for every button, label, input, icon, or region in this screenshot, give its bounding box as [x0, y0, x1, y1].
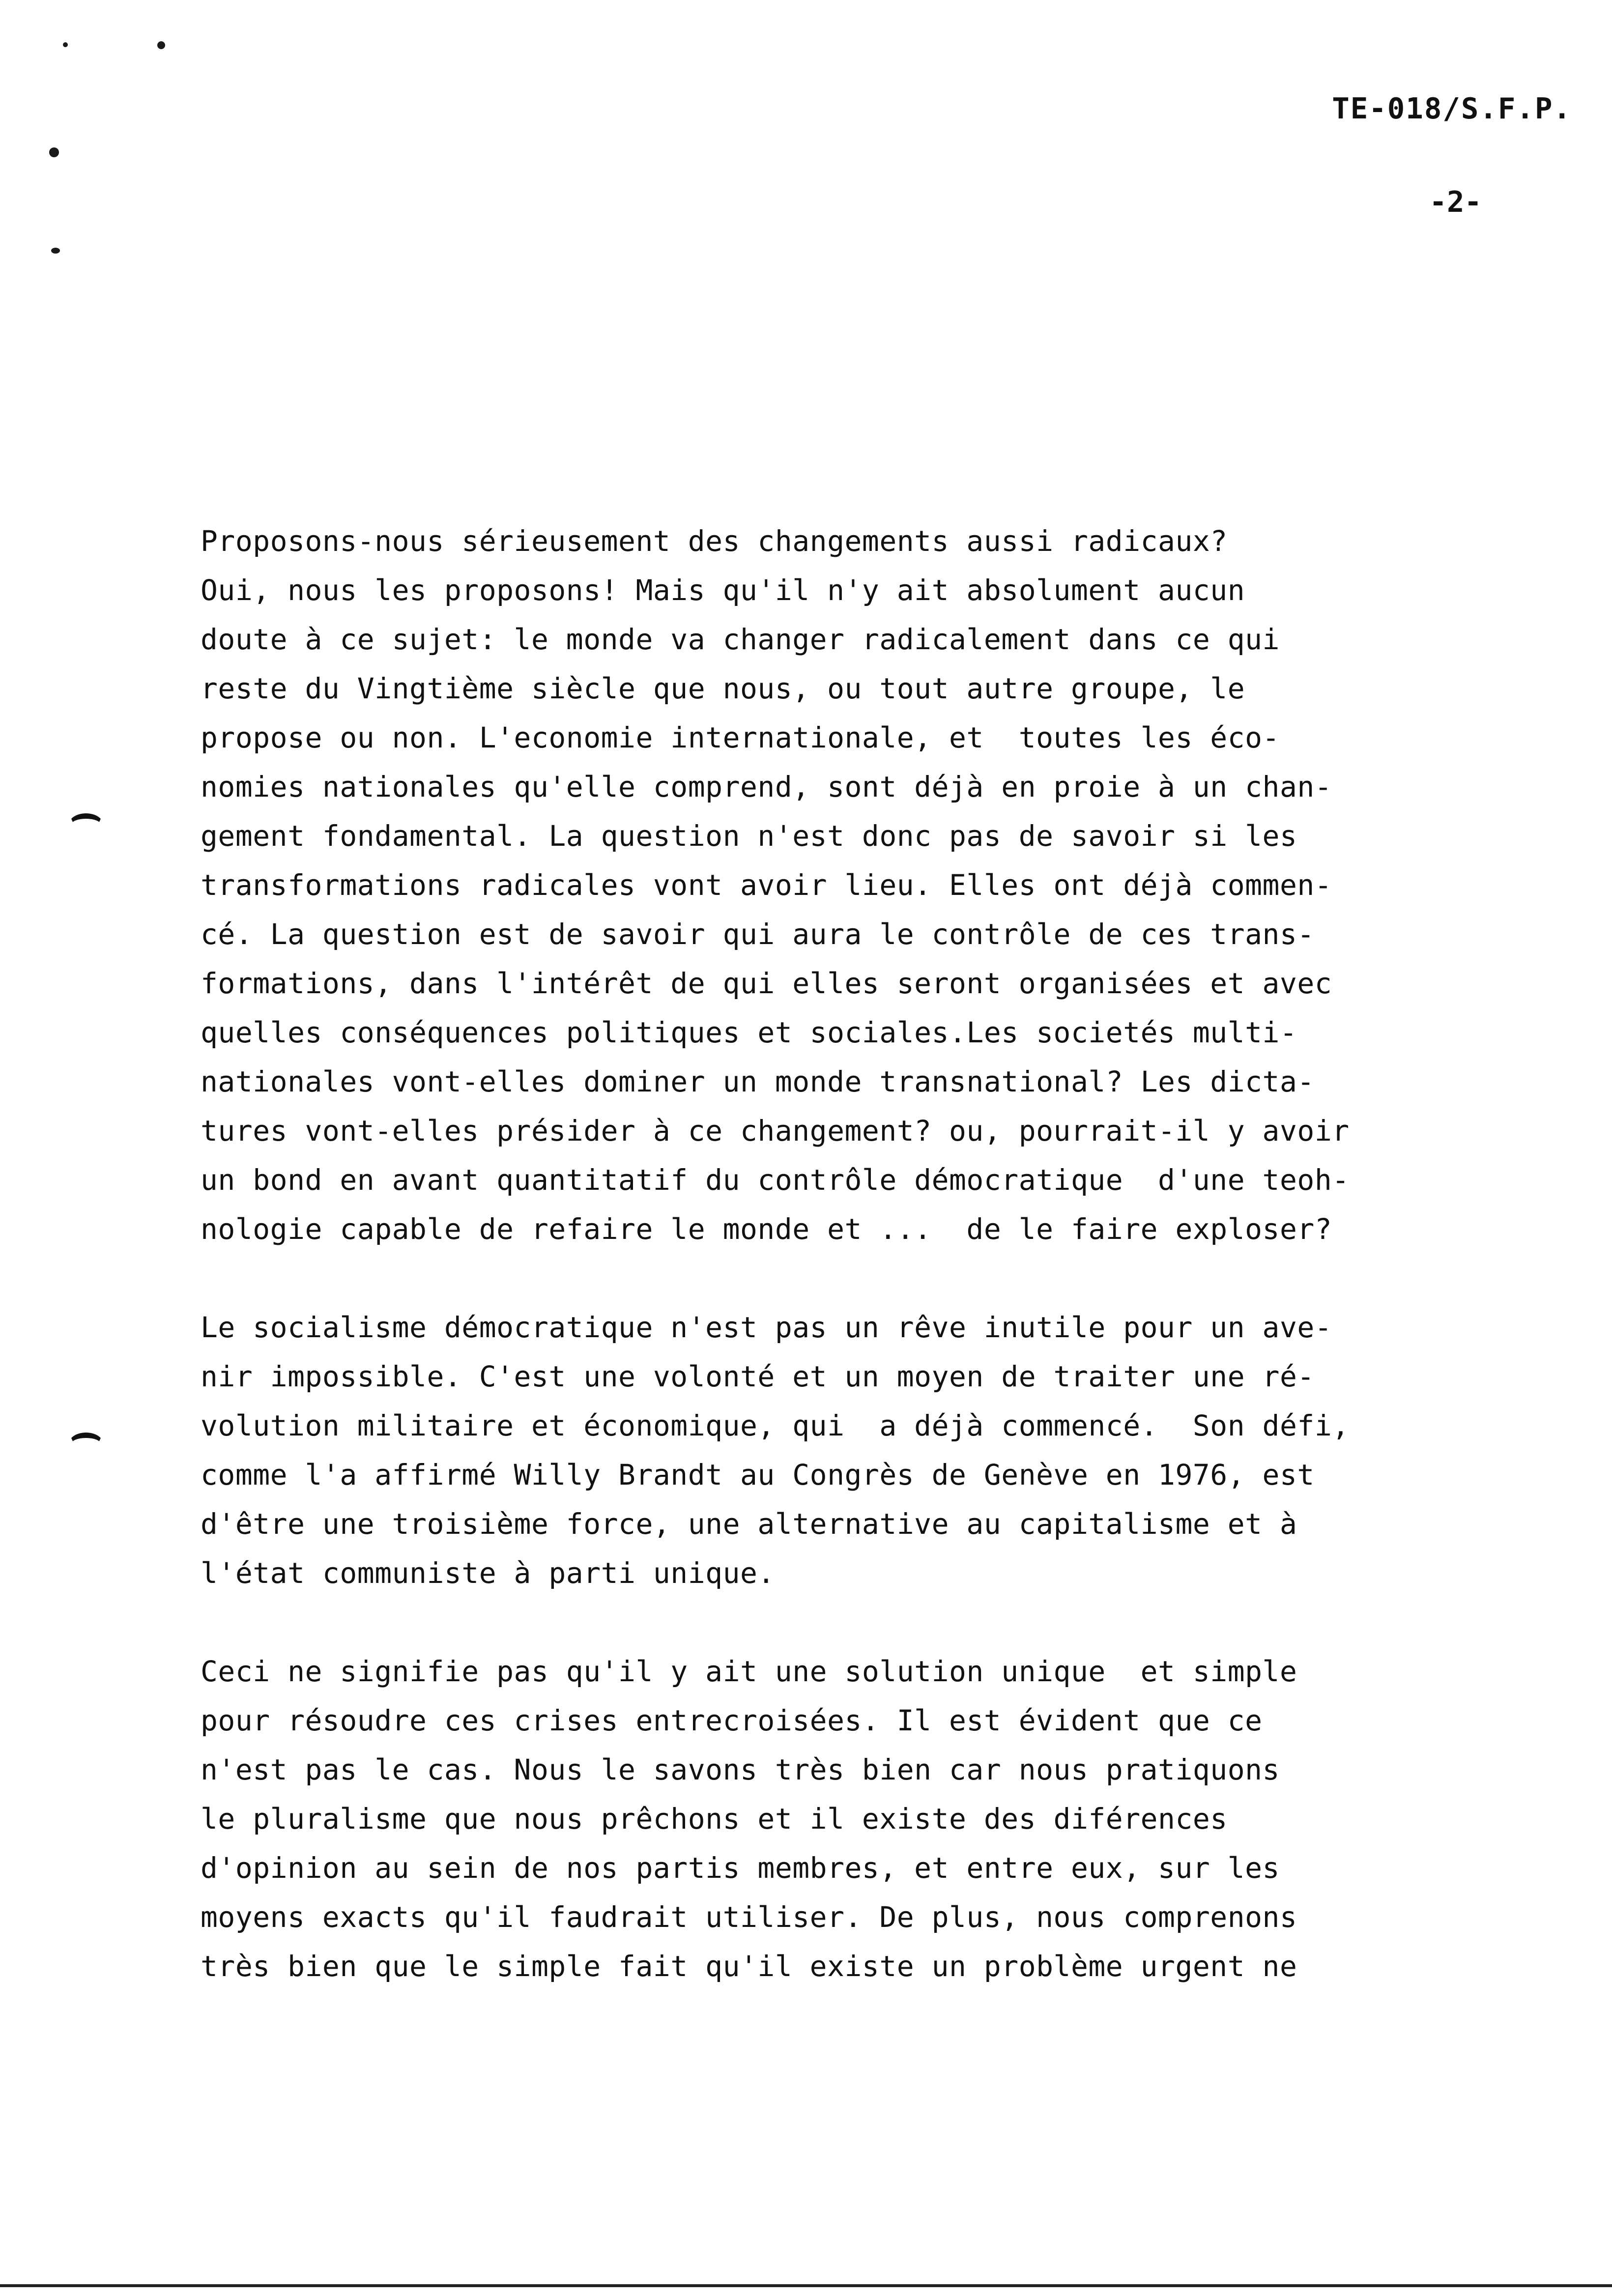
- text-line: transformations radicales vont avoir lieu. Elles ont déjà commen-: [201, 868, 1332, 902]
- text-line: propose ou non. L'economie internationale, et toutes les éco-: [201, 721, 1280, 754]
- text-line: le pluralisme que nous prêchons et il existe des diférences: [201, 1802, 1228, 1836]
- binder-hole-mark: [69, 1433, 103, 1455]
- text-line: Proposons-nous sérieusement des changements aussi radicaux?: [201, 524, 1228, 558]
- text-line: doute à ce sujet: le monde va changer radicalement dans ce qui: [201, 623, 1280, 656]
- text-line: nologie capable de refaire le monde et ... de le faire exploser?: [201, 1212, 1332, 1246]
- text-line: Oui, nous les proposons! Mais qu'il n'y ait absolument aucun: [201, 574, 1245, 607]
- text-line: d'être une troisième force, une alternative au capitalisme et à: [201, 1507, 1297, 1541]
- paragraph-1: [201, 517, 1527, 1254]
- text-line: moyens exacts qu'il faudrait utiliser. De plus, nous comprenons: [201, 1900, 1297, 1934]
- text-line: volution militaire et économique, qui a déjà commencé. Son défi,: [201, 1409, 1350, 1442]
- text-line: pour résoudre ces crises entrecroisées. Il est évident que ce: [201, 1704, 1263, 1737]
- text-line: gement fondamental. La question n'est donc pas de savoir si les: [201, 819, 1297, 853]
- scan-speck: [63, 42, 68, 47]
- document-body: [201, 517, 1527, 1991]
- text-line: l'état communiste à parti unique.: [201, 1556, 775, 1590]
- text-line: n'est pas le cas. Nous le savons très bien car nous pratiquons: [201, 1753, 1280, 1786]
- text-line: très bien que le simple fait qu'il existe un problème urgent ne: [201, 1950, 1297, 1983]
- text-line: d'opinion au sein de nos partis membres, et entre eux, sur les: [201, 1851, 1280, 1885]
- binder-hole-mark: [69, 813, 103, 836]
- text-line: cé. La question est de savoir qui aura le contrôle de ces trans-: [201, 918, 1315, 951]
- scan-speck: [157, 41, 165, 49]
- text-line: tures vont-elles présider à ce changement? ou, pourrait-il y avoir: [201, 1114, 1350, 1148]
- scan-speck: [51, 248, 60, 254]
- text-line: reste du Vingtième siècle que nous, ou tout autre groupe, le: [201, 672, 1245, 705]
- text-line: comme l'a affirmé Willy Brandt au Congrès de Genève en 1976, est: [201, 1458, 1315, 1492]
- text-line: nir impossible. C'est une volonté et un moyen de traiter une ré-: [201, 1360, 1315, 1393]
- paragraph-3: [201, 1647, 1527, 1991]
- page-bottom-edge: [0, 2284, 1612, 2287]
- document-reference: TE-018/S.F.P.: [1332, 91, 1572, 125]
- paragraph-2: [201, 1303, 1527, 1598]
- text-line: Le socialisme démocratique n'est pas un rêve inutile pour un ave-: [201, 1311, 1332, 1344]
- text-line: quelles conséquences politiques et sociales.Les societés multi-: [201, 1016, 1297, 1049]
- text-line: nationales vont-elles dominer un monde transnational? Les dicta-: [201, 1065, 1315, 1098]
- scan-speck: [49, 147, 59, 157]
- text-line: nomies nationales qu'elle comprend, sont déjà en proie à un chan-: [201, 770, 1332, 804]
- page-number: -2-: [1429, 185, 1482, 219]
- text-line: Ceci ne signifie pas qu'il y ait une solution unique et simple: [201, 1655, 1297, 1688]
- text-line: un bond en avant quantitatif du contrôle démocratique d'une teoh-: [201, 1163, 1350, 1197]
- text-line: formations, dans l'intérêt de qui elles seront organisées et avec: [201, 967, 1332, 1000]
